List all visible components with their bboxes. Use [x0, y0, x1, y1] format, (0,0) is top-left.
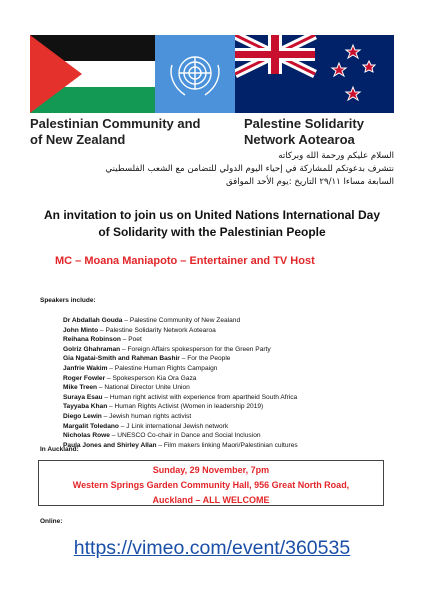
speaker-name: Janfrie Wakim	[63, 364, 108, 372]
speaker-item	[63, 431, 393, 441]
invitation-line-1: An invitation to join us on United Nations International Day	[43, 208, 380, 222]
speaker-desc: – UNESCO Co-chair in Dance and Social Inclusion	[109, 432, 261, 440]
speaker-name: Suraya Esau	[63, 393, 103, 401]
united-nations-flag	[155, 35, 235, 113]
speaker-item	[63, 335, 393, 345]
speaker-name: Nicholas Rowe	[63, 432, 110, 440]
arabic-line-3: السابعة مساءا ٢٩/١١ التاريخ :يوم الأحد الموافق	[225, 177, 394, 187]
organizations	[30, 116, 394, 148]
speaker-desc: – Poet	[120, 336, 142, 344]
arabic-line-2: نتشرف بدعوتكم للمشاركة في إحياء اليوم الدولي للتضامن مع الشعب الفلسطيني	[105, 164, 394, 174]
org-right-line-1: Palestine Solidarity	[244, 116, 364, 131]
speaker-name: Tayyaba Khan	[63, 403, 108, 411]
speaker-item	[63, 441, 393, 451]
org-palestine-solidarity	[244, 116, 394, 148]
speaker-desc: – Foreign Affairs spokesperson for the Green Party	[120, 345, 271, 353]
speaker-desc: – Palestine Human Rights Campaign	[107, 364, 218, 372]
speaker-desc: – Spokesperson Kia Ora Gaza	[105, 374, 197, 382]
speaker-item	[63, 422, 393, 432]
speaker-name: Golriz Ghahraman	[63, 345, 121, 353]
speaker-item	[63, 393, 393, 403]
palestine-flag	[30, 35, 155, 113]
arabic-line-1: السلام عليكم ورحمة الله وبركاته	[278, 151, 394, 161]
flags-banner	[30, 35, 394, 113]
arabic-greeting	[30, 150, 394, 189]
speaker-name: Paula Jones and Shirley Allan	[63, 441, 157, 449]
speakers-label: Speakers include:	[40, 297, 96, 304]
speaker-desc: – Jewish human rights activist	[101, 412, 192, 420]
event-venue: Western Springs Garden Community Hall, 956 Great North Road,	[72, 480, 350, 490]
speaker-item	[63, 316, 393, 326]
speaker-desc: – Palestine Solidarity Network Aotearoa	[98, 326, 216, 334]
event-city: Auckland – ALL WELCOME	[152, 495, 270, 505]
speaker-desc: – Human right activist with experience from apartheid South Africa	[102, 393, 298, 401]
speaker-item	[63, 345, 393, 355]
speaker-item	[63, 412, 393, 422]
invitation-line-2: of Solidarity with the Palestinian People	[98, 225, 326, 239]
event-date: Sunday, 29 November, 7pm	[152, 465, 270, 475]
speaker-item	[63, 364, 393, 374]
mc-line: MC – Moana Maniapoto – Entertainer and TV Host	[55, 255, 315, 267]
speaker-item	[63, 402, 393, 412]
speaker-desc: – For the People	[179, 355, 231, 363]
new-zealand-flag	[235, 35, 394, 113]
speaker-name: Reihana Robinson	[63, 336, 121, 344]
org-left-line-1: Palestinian Community and	[30, 116, 201, 131]
online-label: Online:	[40, 518, 63, 525]
in-auckland-label: In Auckland:	[40, 446, 79, 453]
speaker-desc: – J Link international Jewish network	[118, 422, 229, 430]
speaker-desc: – National Director Unite Union	[97, 384, 190, 392]
org-left-line-2: of New Zealand	[30, 132, 126, 147]
org-palestinian-community	[30, 116, 220, 148]
invitation-heading	[20, 207, 404, 241]
speaker-desc: – Palestine Community of New Zealand	[122, 317, 241, 324]
speaker-item	[63, 354, 393, 364]
speaker-name: Margalit Toledano	[63, 422, 119, 430]
speaker-desc: – Human Rights Activist (Women in leadership 2019)	[107, 403, 264, 411]
speaker-desc: – Film makers linking Maori/Palestinian cultures	[156, 441, 298, 449]
speaker-item	[63, 374, 393, 384]
speaker-name: John Minto	[63, 326, 99, 334]
speaker-name: Gia Ngatai-Smith and Rahman Bashir	[63, 355, 180, 363]
speaker-name: Roger Fowler	[63, 374, 106, 382]
event-details-box	[38, 460, 384, 506]
speaker-name: Mike Treen	[63, 384, 98, 392]
speaker-item	[63, 326, 393, 336]
speaker-name: Diego Lewin	[63, 412, 102, 420]
online-event-link[interactable]: https://vimeo.com/event/360535	[73, 537, 351, 559]
speaker-item	[63, 383, 393, 393]
org-right-line-2: Network Aotearoa	[244, 132, 355, 147]
speakers-list	[63, 316, 393, 450]
speaker-name: Dr Abdallah Gouda	[63, 317, 123, 324]
